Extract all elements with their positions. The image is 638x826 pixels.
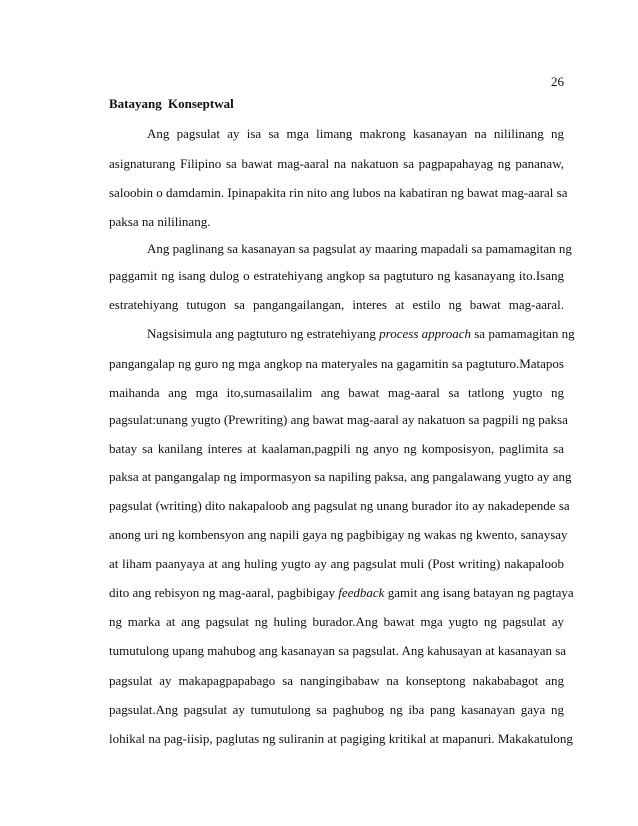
paragraph-line: Ang pagsulat ay isa sa mga limang makrong kasanayan na nililinang ng xyxy=(147,126,564,141)
paragraph-line: tumutulong upang mahubog ang kasanayan sa pagsulat. Ang kahusayan at kasanayan sa xyxy=(109,643,567,658)
paragraph-line xyxy=(147,326,575,342)
paragraph-line: pagsulat (writing) dito nakapaloob ang pagsulat ng unang burador ito ay nakadepende sa xyxy=(109,498,570,513)
paragraph-line: anong uri ng kombensyon ang napili gaya ng pagbibigay ng wakas ng kwento, sanaysay xyxy=(109,527,568,542)
paragraph-line: pagsulat.Ang pagsulat ay tumutulong sa paghubog ng iba pang kasanayan gaya ng xyxy=(109,702,564,717)
italic-term: feedback xyxy=(338,585,385,600)
paragraph-line: paksa na nililinang. xyxy=(109,214,211,229)
paragraph-line: pagsulat ay makapagpapabago sa nangingibabaw na konseptong nakababagot ang xyxy=(109,673,564,688)
line-text: sa pamamagitan ng xyxy=(470,326,575,341)
paragraph-line: maihanda ang mga ito,sumasailalim ang bawat mag-aaral sa tatlong yugto ng xyxy=(109,385,564,400)
paragraph-line: saloobin o damdamin. Ipinapakita rin nito ang lubos na kabatiran ng bawat mag-aaral sa xyxy=(109,185,568,200)
line-text: Nagsisimula ang pagtuturo ng estratehiyang xyxy=(147,326,380,341)
line-text: gamit ang isang batayan ng pagtaya xyxy=(384,585,574,600)
paragraph-line xyxy=(109,585,574,601)
paragraph-line: paksa at pangangalap ng impormasyon sa napiling paksa, ang pangalawang yugto ay ang xyxy=(109,469,572,484)
paragraph-line: Ang paglinang sa kasanayan sa pagsulat ay maaring mapadali sa pamamagitan ng xyxy=(147,241,572,256)
paragraph-line: paggamit ng isang dulog o estratehiyang angkop sa pagtuturo ng kasanayang ito.Isang xyxy=(109,268,564,283)
paragraph-line: ng marka at ang pagsulat ng huling burador.Ang bawat mga yugto ng pagsulat ay xyxy=(109,614,564,629)
italic-term: process approach xyxy=(379,326,471,341)
paragraph-line: at liham paanyaya at ang huling yugto ay ang pagsulat muli (Post writing) nakapaloob xyxy=(109,556,564,571)
paragraph-line: asignaturang Filipino sa bawat mag-aaral na nakatuon sa pagpapahayag ng pananaw, xyxy=(109,156,564,171)
line-text: dito ang rebisyon ng mag-aaral, pagbibigay xyxy=(109,585,339,600)
paragraph-line: estratehiyang tutugon sa pangangailangan, interes at estilo ng bawat mag-aaral. xyxy=(109,297,564,312)
page-number: 26 xyxy=(551,74,564,89)
paragraph-line: pangangalap ng guro ng mga angkop na materyales na gagamitin sa pagtuturo.Matapos xyxy=(109,356,564,371)
paragraph-line: pagsulat:unang yugto (Prewriting) ang bawat mag-aaral ay nakatuon sa pagpili ng paksa xyxy=(109,412,568,427)
paragraph-line: batay sa kanilang interes at kaalaman,pagpili ng anyo ng komposisyon, paglimita sa xyxy=(109,441,564,456)
paragraph-line: lohikal na pag-iisip, paglutas ng suliranin at pagiging kritikal at mapanuri. Makakatulong xyxy=(109,731,573,746)
section-heading: Batayang Konseptwal xyxy=(109,96,234,111)
